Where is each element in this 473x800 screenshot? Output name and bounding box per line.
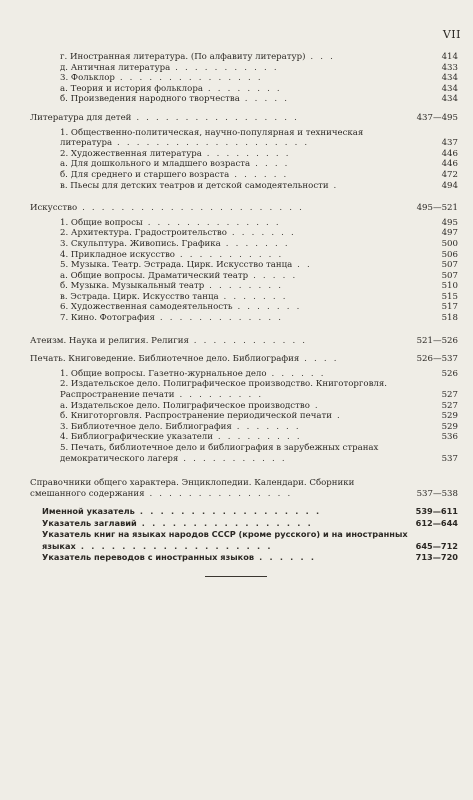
page-ref: 515 xyxy=(441,291,458,302)
page-ref: 497 xyxy=(441,228,458,239)
page-ref: 517 xyxy=(441,302,458,313)
leader-dots: . xyxy=(309,400,320,411)
leader-dots: . . . . . . . . . . . . . . . . . xyxy=(131,112,300,123)
entry-title: д. Античная литература xyxy=(60,62,171,73)
page-ref: 434 xyxy=(441,94,458,105)
toc-entry xyxy=(30,149,458,160)
leader-dots: . . . . . . . . . . . . . . . xyxy=(144,488,293,499)
entry-title: 2. Архитектура. Градостроительство xyxy=(60,228,227,239)
leader-dots: . . . . . . . . . xyxy=(201,148,291,159)
toc-entry xyxy=(30,228,458,239)
entry-title: 3. Скульптура. Живопись. Графика xyxy=(60,238,221,249)
entry-title: 1. Общественно-политическая, научно-популярная и техническая литература xyxy=(60,127,364,149)
toc-entry xyxy=(30,529,458,552)
leader-dots: . . xyxy=(292,260,312,271)
toc-entry xyxy=(30,170,458,181)
entry-title: б. Книготорговля. Распространение периодической печати xyxy=(60,411,333,422)
divider-rule xyxy=(205,576,267,577)
toc-entry xyxy=(30,94,458,105)
leader-dots: . . . . xyxy=(250,159,290,170)
entry-title: 2. Художественная литература xyxy=(60,148,202,159)
toc-section xyxy=(30,506,458,563)
leader-dots: . . . . . . xyxy=(229,169,289,180)
entry-title: 3. Библиотечное дело. Библиография xyxy=(60,421,232,432)
entry-title: 1. Общие вопросы xyxy=(60,217,143,228)
entry-title: в. Эстрада. Цирк. Искусство танца xyxy=(60,291,219,302)
leader-dots: . . . . . . xyxy=(254,552,317,562)
leader-dots: . . . . . . . . xyxy=(204,281,284,292)
section-heading xyxy=(30,478,458,499)
leader-dots: . . . . . xyxy=(248,270,298,281)
entry-title: г. Иностранная литература. (По алфавиту литератур) xyxy=(60,52,306,62)
toc-section xyxy=(30,203,458,324)
leader-dots: . . . . . . . . . . . . . . . . . . . . xyxy=(112,138,310,149)
leader-dots: . . . . . . . . . . . . . . xyxy=(142,217,281,228)
leader-dots: . . . . . . . . . . . xyxy=(170,62,279,73)
page-ref: 437—495 xyxy=(416,112,458,123)
section-heading-title: Печать. Книговедение. Библиотечное дело. Библиография xyxy=(30,354,300,365)
leader-dots: . . . . . . . xyxy=(232,302,302,313)
page-ref: 414 xyxy=(441,52,458,62)
page-ref: 612—644 xyxy=(415,517,458,528)
toc-section xyxy=(30,52,458,105)
toc-entry xyxy=(30,432,458,443)
leader-dots: . . . . . . . . . . . . . . . . . . . xyxy=(75,540,273,551)
page-ref: 518 xyxy=(441,313,458,324)
leader-dots: . . . . . . . . . . . xyxy=(178,453,287,464)
page-number: VII xyxy=(442,28,461,41)
toc-entry xyxy=(30,52,458,63)
page-ref: 472 xyxy=(441,169,458,180)
section-heading xyxy=(30,113,458,124)
entry-title: 4. Прикладное искусство xyxy=(60,249,175,260)
entry-title: а. Для дошкольного и младшего возраста xyxy=(60,159,251,170)
entry-title: 5. Печать, библиотечное дело и библиография в зарубежных странах демократического лагеря xyxy=(60,443,379,464)
page-ref: 645—712 xyxy=(415,540,458,551)
page-ref: 446 xyxy=(441,148,458,159)
leader-dots: . xyxy=(328,180,339,191)
page-ref: 537—538 xyxy=(416,488,458,499)
toc-entry xyxy=(30,411,458,422)
page-ref: 437 xyxy=(441,138,458,149)
page-ref: 713—720 xyxy=(415,552,458,562)
section-heading xyxy=(30,354,458,365)
entry-title: б. Для среднего и старшего возраста xyxy=(60,169,230,180)
page-ref: 527 xyxy=(441,400,458,411)
entry-title: б. Произведения народного творчества xyxy=(60,94,240,105)
toc-entry xyxy=(30,422,458,433)
toc-entry xyxy=(30,506,458,517)
leader-dots: . . . . . . . . xyxy=(202,83,282,94)
toc-entry xyxy=(30,218,458,229)
toc-entry xyxy=(30,250,458,261)
toc-entry xyxy=(30,369,458,380)
leader-dots: . . . xyxy=(305,52,336,62)
page-ref: 507 xyxy=(441,270,458,281)
toc-section xyxy=(30,354,458,464)
leader-dots: . . . . . . . . . . . . . . . . . xyxy=(136,517,313,528)
entry-title: 1. Общие вопросы. Газетно-журнальное дело xyxy=(60,368,267,379)
entry-title: 7. Кино. Фотография xyxy=(60,313,155,324)
toc-entry xyxy=(30,159,458,170)
page-ref: 529 xyxy=(441,411,458,422)
toc-entry xyxy=(30,552,458,563)
page-ref: 434 xyxy=(441,73,458,84)
entry-title: 4. Библиографические указатели xyxy=(60,432,213,443)
toc-section xyxy=(30,113,458,191)
entry-title: а. Издательское дело. Полиграфическое производство xyxy=(60,400,310,411)
leader-dots: . . . . . . . xyxy=(220,238,290,249)
page-ref: 506 xyxy=(441,249,458,260)
entry-title: Указатель книг на языках народов СССР (кроме русского) и на иностранных языках xyxy=(42,529,408,551)
section-heading-title: Справочники общего характера. Энциклопедии. Календари. Сборники смешанного содержания xyxy=(30,478,355,499)
entry-title: Указатель заглавий xyxy=(42,517,137,528)
leader-dots: . . . . . . . xyxy=(231,421,301,432)
table-of-contents xyxy=(30,52,458,570)
page-ref: 495—521 xyxy=(416,203,458,214)
page-ref: 527 xyxy=(441,390,458,401)
page-ref: 495 xyxy=(441,217,458,228)
leader-dots: . . . . . . . xyxy=(218,291,288,302)
page-ref: 529 xyxy=(441,421,458,432)
leader-dots: . . . . . . xyxy=(266,368,326,379)
page-ref: 539—611 xyxy=(415,506,458,517)
toc-section xyxy=(30,478,458,499)
toc-entry xyxy=(30,379,458,400)
toc-entry xyxy=(30,518,458,529)
leader-dots: . . . . . . . . . . . xyxy=(174,249,284,260)
leader-dots: . . . . . . . . . xyxy=(174,390,264,401)
section-heading-title: Атеизм. Наука и религия. Религия xyxy=(30,335,189,346)
leader-dots: . . . . . . . xyxy=(226,228,296,239)
entry-title: а. Теория и история фольклора xyxy=(60,83,203,94)
toc-entry xyxy=(30,260,458,271)
toc-entry xyxy=(30,63,458,74)
leader-dots: . . . . . . . . . xyxy=(212,432,302,443)
page-ref: 536 xyxy=(441,432,458,443)
entry-title: 5. Музыка. Театр. Эстрада. Цирк. Искусство танца xyxy=(60,260,293,271)
toc-entry xyxy=(30,443,458,464)
section-heading xyxy=(30,336,458,347)
leader-dots: . . . . . . . . . . . . . . . . . . . . . . . xyxy=(77,203,304,214)
entry-title: а. Общие вопросы. Драматический театр xyxy=(60,270,249,281)
entry-title: 3. Фольклор xyxy=(60,73,115,84)
leader-dots: . . . . . . . . . . . . . xyxy=(154,313,284,324)
toc-entry xyxy=(30,281,458,292)
toc-section xyxy=(30,336,458,347)
section-heading xyxy=(30,203,458,214)
toc-entry xyxy=(30,181,458,192)
entry-title: 6. Художественная самодеятельность xyxy=(60,302,233,313)
page-ref: 434 xyxy=(441,83,458,94)
leader-dots: . xyxy=(332,411,342,422)
toc-entry xyxy=(30,84,458,95)
page-ref: 510 xyxy=(441,281,458,292)
leader-dots: . . . . . . . . . . . . . . . . . . xyxy=(134,506,322,517)
page-ref: 446 xyxy=(441,159,458,170)
section-heading-title: Искусство xyxy=(30,203,78,214)
page-ref: 507 xyxy=(441,260,458,271)
page-ref: 500 xyxy=(441,238,458,249)
leader-dots: . . . . . . . . . . . . . . . xyxy=(114,73,263,84)
leader-dots: . . . . . . . . . . . . xyxy=(188,335,308,346)
toc-entry xyxy=(30,73,458,84)
toc-entry xyxy=(30,302,458,313)
page-ref: 521—526 xyxy=(416,335,458,346)
entry-title: Именной указатель xyxy=(42,506,135,517)
page-ref: 537 xyxy=(441,453,458,464)
entry-title: б. Музыка. Музыкальный театр xyxy=(60,281,205,292)
toc-entry xyxy=(30,271,458,282)
toc-entry xyxy=(30,401,458,412)
leader-dots: . . . . . xyxy=(239,94,290,105)
page-ref: 494 xyxy=(441,180,458,191)
toc-entry xyxy=(30,128,458,149)
toc-entry xyxy=(30,292,458,303)
page-ref: 526—537 xyxy=(416,354,458,365)
toc-entry xyxy=(30,239,458,250)
section-heading-title: Литература для детей xyxy=(30,112,132,123)
toc-entry xyxy=(30,313,458,324)
page-ref: 526 xyxy=(441,368,458,379)
entry-title: 2. Издательское дело. Полиграфическое производство. Книготорговля. Распространение печати xyxy=(60,379,388,401)
leader-dots: . . . . xyxy=(299,354,339,365)
page-ref: 433 xyxy=(441,62,458,73)
entry-title: Указатель переводов с иностранных языков xyxy=(42,552,255,562)
entry-title: в. Пьесы для детских театров и детской самодеятельности xyxy=(60,180,329,191)
